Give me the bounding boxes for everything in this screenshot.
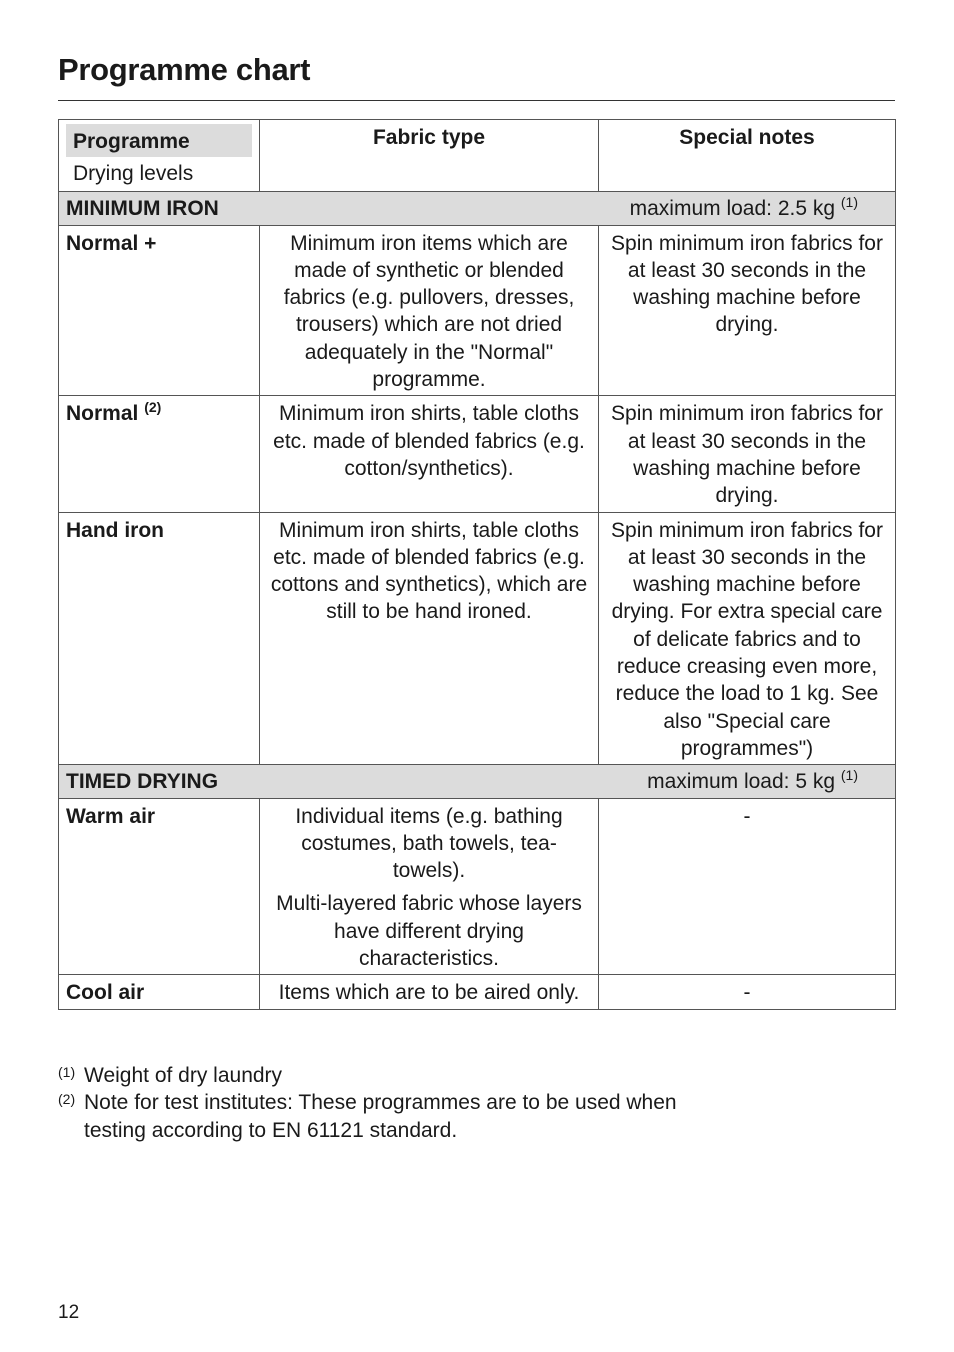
programme-name: Warm air [66, 804, 156, 828]
table-row [59, 975, 896, 1009]
footnote-text: Note for test institutes: These programmes are to be used when testing according to EN 61121 standard. [84, 1091, 677, 1142]
group-cell [59, 765, 896, 798]
notes-cell: - [599, 975, 896, 1009]
footnote-text: Weight of dry laundry [84, 1064, 283, 1087]
table-row [59, 798, 896, 975]
fabric-paragraph: Individual items (e.g. bathing costumes, bath towels, tea-towels). [295, 804, 563, 883]
header-special-notes: Special notes [599, 120, 896, 192]
header-fabric-type: Fabric type [260, 120, 599, 192]
fabric-cell [260, 798, 599, 975]
programme-name: Hand iron [66, 518, 164, 542]
programme-cell [59, 225, 260, 396]
group-load [630, 195, 888, 222]
notes-cell: Spin minimum iron fabrics for at least 30 seconds in the washing machine before drying. [599, 396, 896, 512]
fabric-cell: Minimum iron shirts, table cloths etc. made of blended fabrics (e.g. cottons and synthetics), which are still to be hand ironed. [260, 512, 599, 765]
footnote [58, 1089, 678, 1144]
fabric-cell: Items which are to be aired only. [260, 975, 599, 1009]
header-programme: Programme [66, 124, 252, 157]
table-row [59, 225, 896, 396]
programme-name: Normal + [66, 231, 157, 255]
programme-name-text: Normal [66, 402, 139, 426]
footnote [58, 1062, 678, 1089]
footnote-mark: (1) [58, 1064, 76, 1080]
header-programme-cell [59, 120, 260, 192]
table-row [59, 396, 896, 512]
footnote-ref: (1) [840, 194, 858, 211]
notes-cell: Spin minimum iron fabrics for at least 30 seconds in the washing machine before drying. [599, 225, 896, 396]
header-drying-levels: Drying levels [73, 162, 194, 185]
table-header-row [59, 120, 896, 192]
programme-name: Cool air [66, 981, 145, 1005]
programme-cell [59, 798, 260, 975]
footnotes [58, 1062, 678, 1144]
group-load-text: maximum load: 5 kg [647, 770, 836, 794]
programme-name [66, 399, 162, 426]
footnote-mark: (2) [58, 1091, 76, 1108]
fabric-paragraph: Multi-layered fabric whose layers have different drying characteristics. [276, 892, 582, 971]
group-row-minimum-iron [59, 192, 896, 225]
group-cell [59, 192, 896, 225]
footnote-ref: (2) [144, 399, 162, 416]
programme-cell [59, 512, 260, 765]
group-name: TIMED DRYING [66, 770, 219, 794]
footnote-ref: (1) [840, 767, 858, 784]
page-number: 12 [58, 1302, 80, 1323]
programme-cell [59, 396, 260, 512]
programme-cell [59, 975, 260, 1009]
fabric-cell: Minimum iron items which are made of synthetic or blended fabrics (e.g. pullovers, dresses, trousers) which are not dried adequately in the "Normal" programme. [260, 225, 599, 396]
fabric-cell: Minimum iron shirts, table cloths etc. made of blended fabrics (e.g. cotton/synthetics). [260, 396, 599, 512]
group-load-text: maximum load: 2.5 kg [629, 197, 836, 221]
notes-cell: Spin minimum iron fabrics for at least 30 seconds in the washing machine before drying. For extra special care of delicate fabrics and to reduce creasing even more, reduce the load to 1 kg. See also "Special care programmes") [599, 512, 896, 765]
table-row [59, 512, 896, 765]
programme-chart-table [58, 119, 896, 1010]
page-title: Programme chart [58, 52, 311, 87]
group-load [647, 768, 888, 795]
notes-cell: - [599, 798, 896, 975]
group-row-timed-drying [59, 765, 896, 798]
group-name: MINIMUM IRON [66, 197, 219, 221]
title-divider [58, 100, 895, 101]
